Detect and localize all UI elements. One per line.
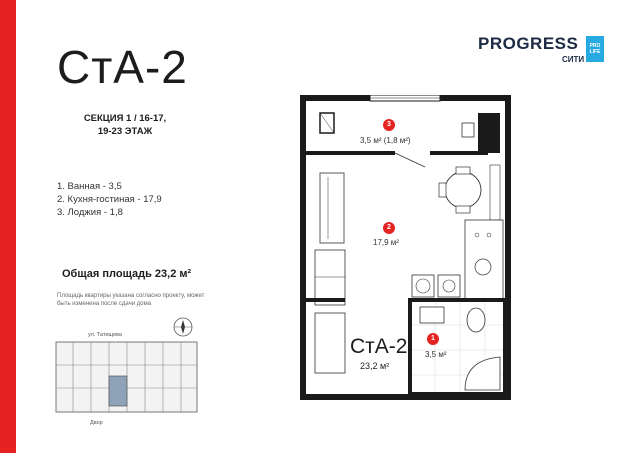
logo-badge-line: LIFE bbox=[589, 49, 601, 55]
room-item: 3. Лоджия - 1,8 bbox=[57, 207, 123, 218]
floor-mini-plan bbox=[55, 340, 198, 415]
room-marker-living: 2 bbox=[383, 222, 395, 234]
section-line-2: 19-23 ЭТАЖ bbox=[97, 126, 153, 137]
room-marker-bath: 1 bbox=[427, 333, 439, 345]
room-item: 1. Ванная - 3,5 bbox=[57, 181, 122, 192]
plan-unit-area: 23,2 м² bbox=[360, 361, 390, 371]
logo-sub: СИТИ bbox=[562, 55, 585, 64]
logo-badge-line: PRO bbox=[589, 43, 601, 49]
compass-icon bbox=[172, 316, 194, 338]
section-line-1: СЕКЦИЯ 1 / 16-17, bbox=[83, 113, 167, 124]
bath-area-label: 3,5 м² bbox=[425, 350, 447, 359]
area-note: Площадь квартиры указана согласно проекту, может быть изменена после сдачи дома bbox=[57, 293, 205, 307]
developer-logo bbox=[478, 34, 601, 64]
room-item: 2. Кухня-гостиная - 17,9 bbox=[57, 194, 162, 205]
plan-unit-name: СтА-2 bbox=[350, 335, 408, 358]
yard-label: Двор bbox=[90, 420, 103, 426]
logo-badge bbox=[586, 36, 604, 62]
loggia-area-label: 3,5 м² (1,8 м²) bbox=[360, 136, 411, 145]
section-info bbox=[80, 112, 170, 138]
red-accent-bar bbox=[0, 0, 16, 453]
room-list bbox=[57, 180, 162, 219]
total-area: Общая площадь 23,2 м² bbox=[62, 268, 192, 280]
room-marker-loggia: 3 bbox=[383, 119, 395, 131]
street-label: ул. Татищева bbox=[88, 332, 122, 338]
logo-name: PROGRESS bbox=[478, 34, 579, 53]
living-area-label: 17,9 м² bbox=[373, 238, 399, 247]
unit-title: СтА-2 bbox=[57, 41, 188, 93]
